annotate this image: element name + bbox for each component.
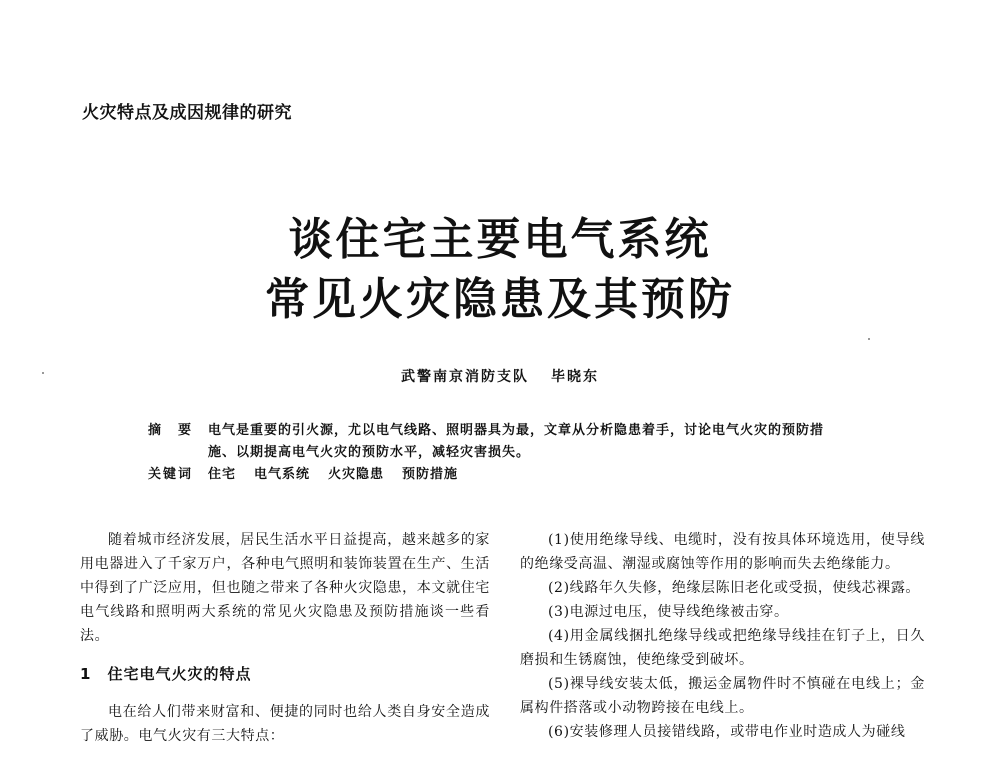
- section-number: 1: [80, 665, 92, 683]
- abstract-text-line-2: 施、以期提高电气火灾的预防水平，减轻灾害损失。: [208, 445, 531, 460]
- section-heading: [80, 662, 490, 686]
- intro-paragraph: 随着城市经济发展，居民生活水平日益提高，越来越多的家用电器进入了千家万户，各种电气照明和装饰装置在生产、生活中得到了广泛应用，但也随之带来了各种火灾隐患，本文就住宅电气线路和照明两大系统的常见火灾隐患及预防措施谈一些看法。: [80, 532, 490, 644]
- keyword: 电气系统: [254, 467, 311, 482]
- abstract-label: 摘 要: [148, 423, 194, 438]
- keyword: 住宅: [208, 467, 237, 482]
- scan-speck: [42, 372, 44, 374]
- list-item: (6)安装修理人员接错线路，或带电作业时造成人为碰线: [548, 724, 906, 740]
- keywords-list: [208, 464, 888, 486]
- keyword: 预防措施: [402, 467, 459, 482]
- list-item: (3)电源过电压，使导线绝缘被击穿。: [548, 604, 789, 620]
- list-item: (5)裸导线安装太低，搬运金属物件时不慎碰在电线上；金属构件搭落或小动物跨接在电线上。: [520, 676, 925, 716]
- abstract-block: [148, 420, 888, 486]
- body-paragraph: 电在给人们带来财富和、便捷的同时也给人类自身安全造成了威胁。电气火灾有三大特点：: [80, 704, 490, 744]
- scan-speck: [868, 338, 870, 340]
- keyword: 火灾隐患: [328, 467, 385, 482]
- body-column-left: [80, 528, 490, 748]
- list-item: (4)用金属线捆扎绝缘导线或把绝缘导线挂在钉子上，日久磨损和生锈腐蚀，使绝缘受到破坏。: [520, 628, 925, 668]
- title-line-1: 谈住宅主要电气系统: [288, 214, 712, 265]
- author-name: 毕晓东: [551, 369, 599, 385]
- list-item: (2)线路年久失修，绝缘层陈旧老化或受损，使线芯裸露。: [548, 580, 921, 596]
- list-item: (1)使用绝缘导线、电缆时，没有按具体环境选用，使导线的绝缘受高温、潮湿或腐蚀等作用的影响而失去绝缘能力。: [520, 532, 925, 572]
- abstract-text-line-1: 电气是重要的引火源，尤以电气线路、照明器具为最，文章从分析隐患着手，讨论电气火灾的预防措: [208, 423, 825, 438]
- section-label: 火灾特点及成因规律的研究: [82, 103, 292, 123]
- author-line: [0, 366, 1000, 386]
- article-title: [0, 210, 1000, 330]
- section-title: 住宅电气火灾的特点: [107, 665, 252, 683]
- body-column-right: [520, 528, 925, 744]
- keywords-label: 关键词: [148, 467, 194, 482]
- title-line-2: 常见火灾隐患及其预防: [265, 274, 735, 325]
- author-affiliation: 武警南京消防支队: [401, 369, 529, 385]
